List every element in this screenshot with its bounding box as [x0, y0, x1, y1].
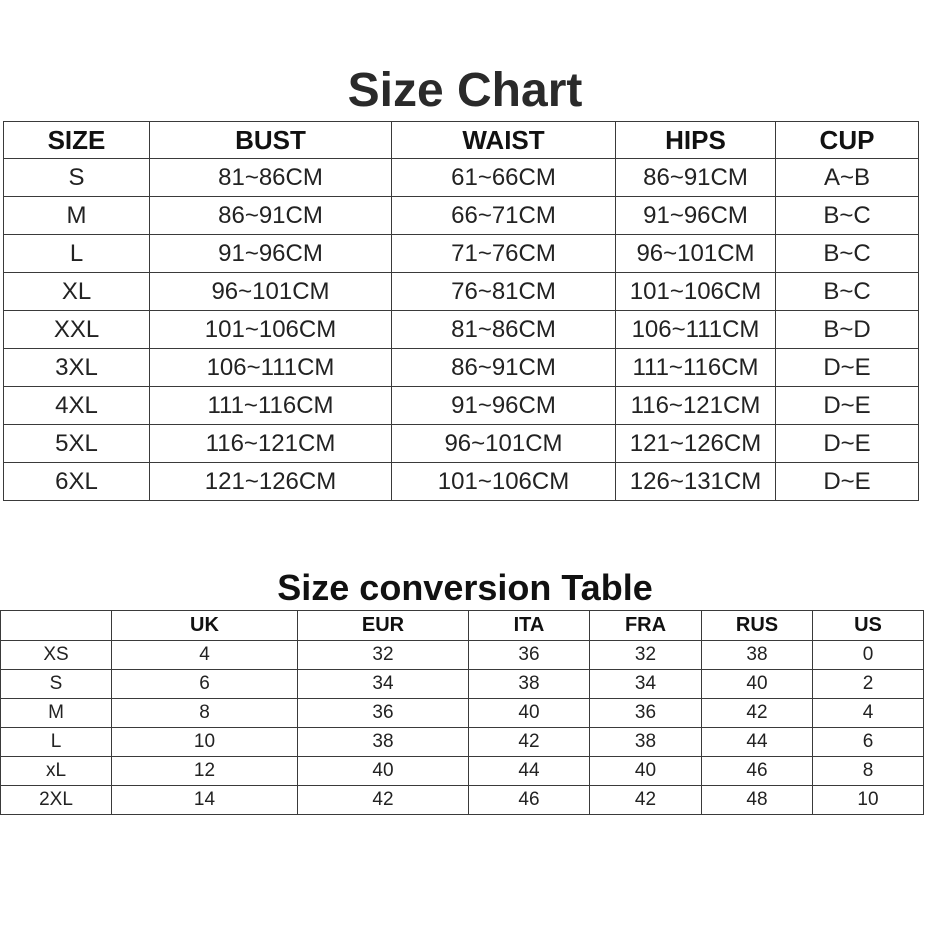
size-chart-row: [4, 159, 919, 197]
table-cell: 5XL: [4, 425, 150, 463]
table-cell: 12: [112, 757, 298, 786]
size-chart-row: [4, 235, 919, 273]
table-cell: 40: [590, 757, 702, 786]
table-cell: 61~66CM: [392, 159, 616, 197]
table-cell: XL: [4, 273, 150, 311]
table-cell: 4XL: [4, 387, 150, 425]
table-cell: 42: [298, 786, 469, 815]
table-cell: 86~91CM: [392, 349, 616, 387]
table-cell: 6: [813, 728, 924, 757]
table-cell: 40: [298, 757, 469, 786]
column-header-rus: RUS: [702, 611, 813, 641]
table-cell: 86~91CM: [150, 197, 392, 235]
size-chart-row: [4, 463, 919, 501]
table-cell: 44: [702, 728, 813, 757]
table-cell: 38: [469, 670, 590, 699]
conversion-row: [1, 670, 924, 699]
size-chart-table: [3, 121, 919, 501]
table-cell: 2XL: [1, 786, 112, 815]
table-cell: B~C: [776, 235, 919, 273]
table-cell: 46: [702, 757, 813, 786]
table-cell: 96~101CM: [392, 425, 616, 463]
size-chart-row: [4, 387, 919, 425]
table-cell: 8: [112, 699, 298, 728]
table-cell: 40: [702, 670, 813, 699]
table-cell: 32: [298, 641, 469, 670]
table-cell: 91~96CM: [150, 235, 392, 273]
table-cell: 42: [469, 728, 590, 757]
table-cell: 38: [298, 728, 469, 757]
size-chart-row: [4, 311, 919, 349]
conversion-row: [1, 728, 924, 757]
table-cell: 44: [469, 757, 590, 786]
table-cell: 91~96CM: [392, 387, 616, 425]
table-cell: 66~71CM: [392, 197, 616, 235]
table-cell: 4: [813, 699, 924, 728]
table-cell: M: [4, 197, 150, 235]
size-chart-title: Size Chart: [347, 64, 583, 117]
table-cell: 34: [298, 670, 469, 699]
table-cell: S: [4, 159, 150, 197]
table-cell: 48: [702, 786, 813, 815]
conversion-row: [1, 699, 924, 728]
table-cell: D~E: [776, 463, 919, 501]
table-cell: 86~91CM: [616, 159, 776, 197]
column-header-size: SIZE: [4, 122, 150, 159]
size-chart-row: [4, 273, 919, 311]
table-cell: 32: [590, 641, 702, 670]
table-cell: 38: [702, 641, 813, 670]
table-cell: L: [1, 728, 112, 757]
table-cell: XXL: [4, 311, 150, 349]
conversion-header-row: [1, 611, 924, 641]
table-cell: 6XL: [4, 463, 150, 501]
table-cell: 121~126CM: [150, 463, 392, 501]
table-cell: D~E: [776, 425, 919, 463]
table-cell: 101~106CM: [150, 311, 392, 349]
table-cell: xL: [1, 757, 112, 786]
column-header-waist: WAIST: [392, 122, 616, 159]
column-header-cup: CUP: [776, 122, 919, 159]
table-cell: 106~111CM: [616, 311, 776, 349]
table-cell: B~C: [776, 197, 919, 235]
size-chart-header-row: [4, 122, 919, 159]
table-cell: 14: [112, 786, 298, 815]
column-header-uk: UK: [112, 611, 298, 641]
column-header-blank: [1, 611, 112, 641]
table-cell: B~D: [776, 311, 919, 349]
table-cell: D~E: [776, 387, 919, 425]
table-cell: 71~76CM: [392, 235, 616, 273]
table-cell: L: [4, 235, 150, 273]
table-cell: 91~96CM: [616, 197, 776, 235]
column-header-us: US: [813, 611, 924, 641]
column-header-hips: HIPS: [616, 122, 776, 159]
table-cell: A~B: [776, 159, 919, 197]
table-cell: 8: [813, 757, 924, 786]
column-header-fra: FRA: [590, 611, 702, 641]
table-cell: 101~106CM: [392, 463, 616, 501]
conversion-row: [1, 757, 924, 786]
table-cell: 42: [702, 699, 813, 728]
table-cell: 116~121CM: [616, 387, 776, 425]
table-cell: S: [1, 670, 112, 699]
table-cell: 111~116CM: [150, 387, 392, 425]
table-cell: XS: [1, 641, 112, 670]
table-cell: 81~86CM: [150, 159, 392, 197]
column-header-eur: EUR: [298, 611, 469, 641]
table-cell: 126~131CM: [616, 463, 776, 501]
table-cell: 96~101CM: [150, 273, 392, 311]
table-cell: 101~106CM: [616, 273, 776, 311]
conversion-row: [1, 641, 924, 670]
column-header-ita: ITA: [469, 611, 590, 641]
table-cell: D~E: [776, 349, 919, 387]
table-cell: 38: [590, 728, 702, 757]
table-cell: 6: [112, 670, 298, 699]
column-header-bust: BUST: [150, 122, 392, 159]
table-cell: 81~86CM: [392, 311, 616, 349]
table-cell: 10: [813, 786, 924, 815]
table-cell: 36: [590, 699, 702, 728]
table-cell: 10: [112, 728, 298, 757]
table-cell: 76~81CM: [392, 273, 616, 311]
table-cell: 46: [469, 786, 590, 815]
table-cell: 36: [469, 641, 590, 670]
table-cell: 34: [590, 670, 702, 699]
table-cell: 40: [469, 699, 590, 728]
conversion-table-title: Size conversion Table: [277, 567, 653, 608]
table-cell: 0: [813, 641, 924, 670]
table-cell: 96~101CM: [616, 235, 776, 273]
conversion-row: [1, 786, 924, 815]
table-cell: 106~111CM: [150, 349, 392, 387]
table-cell: B~C: [776, 273, 919, 311]
table-cell: 3XL: [4, 349, 150, 387]
table-cell: 42: [590, 786, 702, 815]
table-cell: 36: [298, 699, 469, 728]
table-cell: 116~121CM: [150, 425, 392, 463]
size-chart-row: [4, 349, 919, 387]
table-cell: 4: [112, 641, 298, 670]
size-chart-row: [4, 425, 919, 463]
table-cell: 2: [813, 670, 924, 699]
table-cell: 111~116CM: [616, 349, 776, 387]
table-cell: 121~126CM: [616, 425, 776, 463]
table-cell: M: [1, 699, 112, 728]
size-chart-row: [4, 197, 919, 235]
size-conversion-table: [0, 610, 924, 815]
